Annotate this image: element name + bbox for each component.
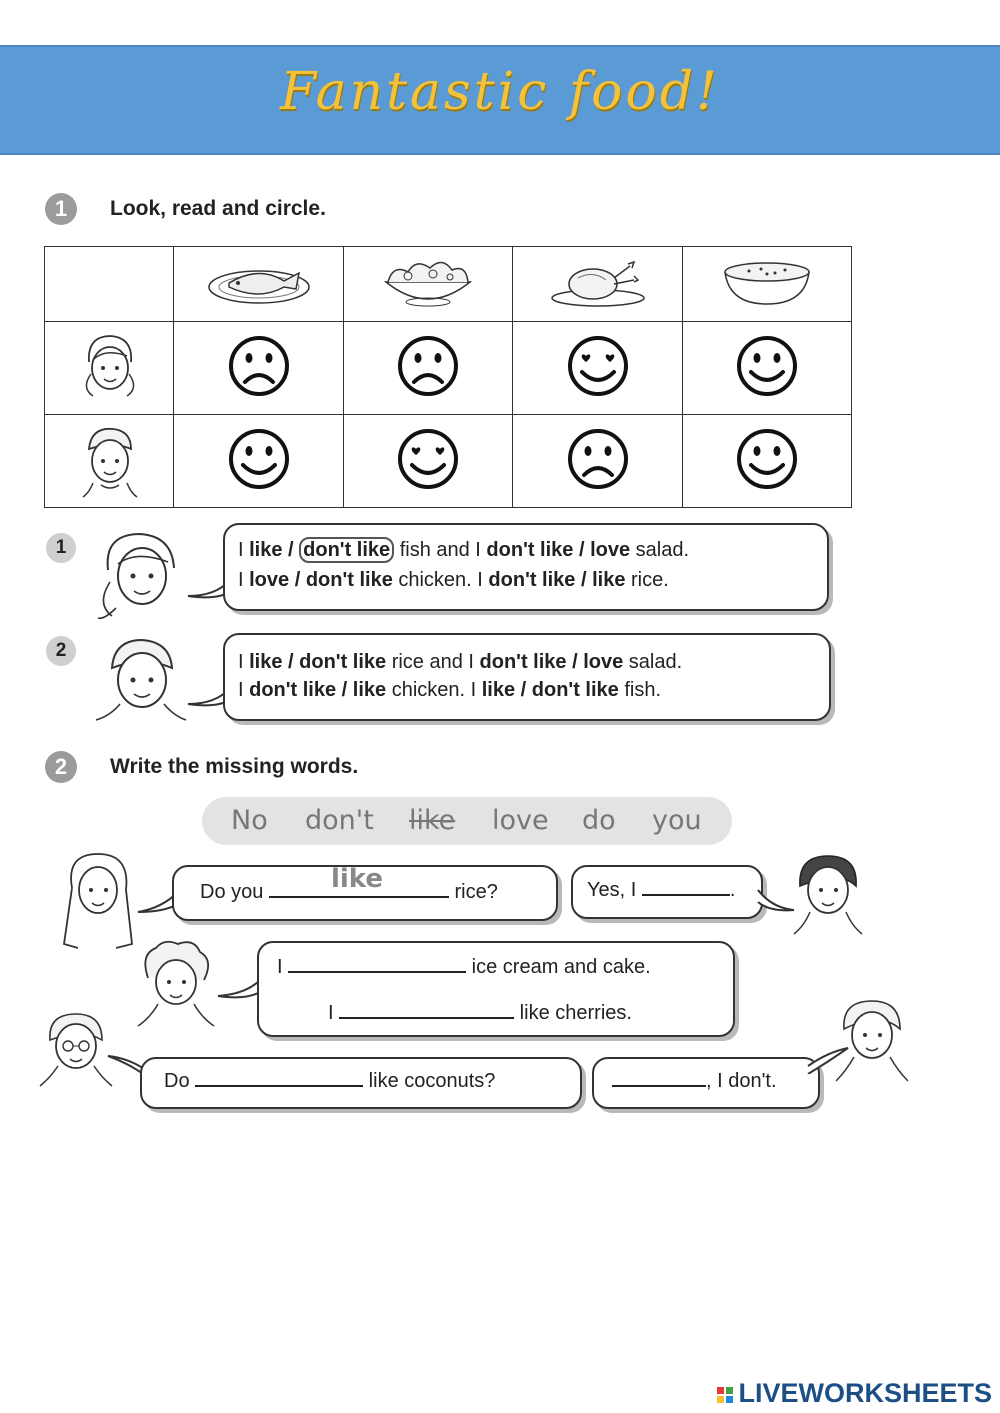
text: I [238,539,250,561]
option-dont-like[interactable]: don't like [249,679,337,701]
text: Do [164,1070,196,1092]
happy-face-icon[interactable] [227,427,291,491]
face-cell [174,415,344,508]
sad-face-icon[interactable] [396,334,460,398]
option-like[interactable]: like [352,679,387,701]
page-title: Fantastic food! [280,62,720,122]
dialogue-2 [587,878,735,902]
fish-cell [174,247,344,322]
item-number-2: 2 [46,636,76,666]
text: , I don't. [706,1070,777,1092]
text: salad. [630,539,690,561]
slash: / [566,651,584,673]
text: ice cream and cake. [466,956,651,978]
filled-answer: like [330,864,383,894]
slash: / [289,569,306,591]
sentence-2b [238,676,661,705]
text: salad. [623,651,683,673]
boy-portrait-cell [45,415,174,508]
word-love[interactable]: love [492,805,549,836]
option-dont-like-circled[interactable]: don't like [299,537,394,563]
liveworksheets-logo [716,1378,992,1409]
slash: / [282,651,300,673]
face-cell [344,415,513,508]
slash: / [336,679,353,701]
girl-long-hair-icon [56,848,140,954]
slash: / [575,569,593,591]
footer-text: LIVEWORKSHEETS [738,1378,992,1408]
dialogue-4 [328,1001,632,1025]
text: I [238,679,250,701]
slash: / [573,539,591,561]
boy-face-icon [69,419,149,499]
text: Do you [200,881,269,903]
boy-dark-hair-icon [790,850,866,936]
boy-speaker-icon [90,630,190,724]
answer-blank-6[interactable] [612,1069,706,1087]
option-like[interactable]: like [249,651,283,673]
dialogue-1 [200,864,498,904]
text: fish. [618,679,662,701]
option-like[interactable]: like [481,679,516,701]
word-you[interactable]: you [652,805,702,836]
text: chicken. I [386,679,482,701]
chicken-cell [513,247,683,322]
option-dont-like[interactable]: don't like [479,651,567,673]
roast-chicken-icon [548,254,648,310]
word-like-used: like [409,805,456,836]
speech-tail [216,978,262,1002]
answer-blank-5[interactable] [195,1069,363,1087]
answer-blank-3[interactable] [288,955,466,973]
face-cell [174,322,344,415]
sad-face-icon[interactable] [566,427,630,491]
sad-face-icon[interactable] [227,334,291,398]
rice-cell [683,247,852,322]
text: I [238,651,250,673]
rice-bowl-icon [719,254,815,310]
girl-speaker-icon [90,524,190,624]
word-dont[interactable]: don't [305,805,374,836]
sentence-2a [238,648,682,677]
text: I [277,956,289,978]
option-love[interactable]: love [590,539,631,561]
slash: / [282,539,300,561]
food-preference-table [44,246,852,508]
section-number-2: 2 [45,751,77,783]
dialogue-3 [277,955,651,979]
text: rice. [625,569,669,591]
text: I [238,569,250,591]
item-number-1: 1 [46,533,76,563]
love-face-icon[interactable] [566,334,630,398]
option-dont-like[interactable]: don't like [486,539,574,561]
text: fish and I [394,539,487,561]
happy-face-icon[interactable] [735,427,799,491]
fish-plate-icon [204,257,314,307]
face-cell [513,322,683,415]
option-dont-like[interactable]: don't like [531,679,619,701]
love-face-icon[interactable] [396,427,460,491]
face-cell [344,322,513,415]
happy-face-icon[interactable] [735,334,799,398]
slash: / [515,679,532,701]
answer-blank-1[interactable] [269,864,449,898]
girl-portrait-cell [45,322,174,415]
boy-glasses-icon [38,1008,114,1090]
section-heading-2: Write the missing words. [110,755,359,778]
section-number-1: 1 [45,193,77,225]
option-like[interactable]: like [249,539,283,561]
option-dont-like[interactable]: don't like [299,651,387,673]
dialogue-6 [612,1069,777,1093]
salad-bowl-icon [378,254,478,310]
face-cell [683,415,852,508]
text: rice and I [386,651,480,673]
answer-blank-2[interactable] [642,878,730,896]
text: rice? [448,881,498,903]
word-do[interactable]: do [582,805,616,836]
text: like coconuts? [363,1070,496,1092]
text: chicken. I [392,569,489,591]
empty-corner-cell [45,247,174,322]
text: Yes, I [587,879,642,901]
word-no[interactable]: No [231,805,268,836]
face-cell [513,415,683,508]
text: like cherries. [514,1002,632,1024]
option-love[interactable]: love [583,651,624,673]
face-cell [683,322,852,415]
sentence-1b [238,566,669,595]
salad-cell [344,247,513,322]
dialogue-5 [164,1069,495,1093]
text: . [729,879,736,901]
sentence-1a [238,536,689,565]
boy-curly-hair-icon [134,938,218,1030]
option-dont-like[interactable]: don't like [488,569,576,591]
option-like[interactable]: like [592,569,626,591]
boy-side-hair-icon [834,995,910,1085]
section-heading-1: Look, read and circle. [110,197,326,220]
option-love[interactable]: love [249,569,290,591]
answer-blank-4[interactable] [339,1001,514,1019]
option-dont-like[interactable]: don't like [305,569,393,591]
logo-squares-icon [716,1386,738,1404]
text: I [328,1002,340,1024]
girl-face-icon [69,326,149,406]
